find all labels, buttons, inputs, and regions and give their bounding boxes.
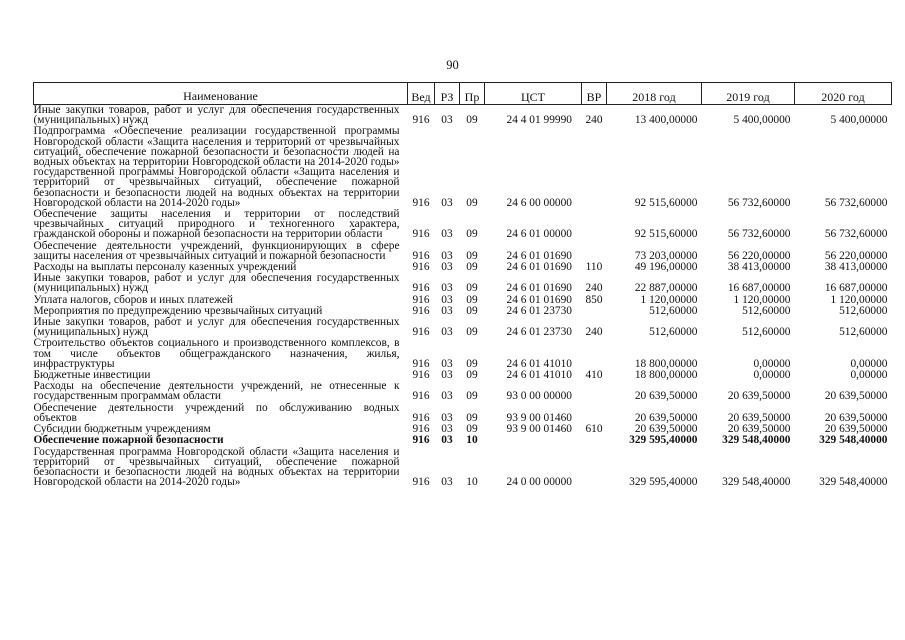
row-name: Обеспечение пожарной безопасности <box>33 434 224 447</box>
row-pr: 09 <box>466 228 478 241</box>
row-amount-2018: 13 400,00000 <box>634 114 698 127</box>
row-name: Иные закупки товаров, работ и услуг для обеспечения государственных (муниципальных) нужд <box>33 316 400 339</box>
row-vr <box>582 126 607 209</box>
col-header-pr: Пр <box>460 83 485 105</box>
row-vr: 240 <box>585 326 603 339</box>
row-amount-2019: 20 639,50000 <box>727 390 791 403</box>
row-rz: 03 <box>441 282 453 295</box>
row-vr: 610 <box>585 423 603 436</box>
row-pr: 09 <box>466 261 478 274</box>
row-ved: 916 <box>412 196 430 209</box>
row-name: Обеспечение деятельности учреждений, функционирующих в сфере защиты населения от чрезвычайных ситуаций и пожарной безопасности <box>33 239 400 262</box>
row-rz: 03 <box>441 293 453 306</box>
row-ved: 916 <box>412 261 430 274</box>
row-cst: 93 0 00 00000 <box>506 390 572 403</box>
row-pr: 09 <box>466 326 478 339</box>
row-amount-2019: 56 732,60000 <box>727 196 791 209</box>
row-cst: 24 6 01 00000 <box>506 228 572 241</box>
row-vr <box>582 338 607 370</box>
row-amount-2019: 56 732,60000 <box>727 228 791 241</box>
row-amount-2020: 38 413,00000 <box>824 261 888 274</box>
row-vr: 850 <box>585 293 603 306</box>
row-amount-2020: 5 400,00000 <box>830 114 888 127</box>
row-name: Субсидии бюджетным учреждениям <box>33 423 211 436</box>
row-pr: 10 <box>466 434 478 447</box>
row-amount-2018: 329 595,40000 <box>629 476 698 489</box>
table-row <box>34 338 892 370</box>
row-pr: 09 <box>466 114 478 127</box>
row-amount-2019: 38 413,00000 <box>727 261 791 274</box>
row-vr: 410 <box>585 369 603 382</box>
row-amount-2018: 49 196,00000 <box>634 261 698 274</box>
row-ved: 916 <box>412 228 430 241</box>
row-amount-2020: 329 548,40000 <box>819 434 888 447</box>
col-header-2020: 2020 год <box>795 83 892 105</box>
row-cst: 24 6 01 01690 <box>506 261 572 274</box>
row-amount-2019: 20 639,50000 <box>727 423 791 436</box>
row-amount-2018: 329 595,40000 <box>629 434 698 447</box>
row-amount-2020: 0,00000 <box>850 369 888 382</box>
row-amount-2019: 329 548,40000 <box>722 434 791 447</box>
row-ved: 916 <box>412 369 430 382</box>
row-amount-2019: 0,00000 <box>753 357 791 370</box>
row-vr: 240 <box>585 114 603 127</box>
row-pr: 09 <box>466 390 478 403</box>
table-row <box>34 209 892 241</box>
row-rz: 03 <box>441 228 453 241</box>
budget-table <box>33 82 892 488</box>
row-amount-2019: 56 220,00000 <box>727 249 791 262</box>
table-row <box>34 403 892 424</box>
row-amount-2018: 92 515,60000 <box>634 228 698 241</box>
row-amount-2020: 20 639,50000 <box>824 390 888 403</box>
table-row <box>34 105 892 127</box>
table-row <box>34 381 892 402</box>
row-pr: 09 <box>466 423 478 436</box>
row-rz: 03 <box>441 411 453 424</box>
table-row <box>34 241 892 262</box>
row-pr: 09 <box>466 304 478 317</box>
row-cst: 24 6 01 23730 <box>506 326 572 339</box>
row-rz: 03 <box>441 390 453 403</box>
row-ved: 916 <box>412 476 430 489</box>
row-rz: 03 <box>441 326 453 339</box>
row-amount-2019: 1 120,00000 <box>733 293 791 306</box>
table-row <box>34 273 892 294</box>
row-rz: 03 <box>441 423 453 436</box>
row-ved: 916 <box>412 434 430 447</box>
row-name: Иные закупки товаров, работ и услуг для обеспечения государственных (муниципальных) нужд <box>33 272 400 295</box>
row-pr: 10 <box>466 476 478 489</box>
row-amount-2019: 16 687,00000 <box>727 282 791 295</box>
row-amount-2020: 20 639,50000 <box>824 411 888 424</box>
row-amount-2020: 329 548,40000 <box>819 476 888 489</box>
row-cst: 24 6 01 41010 <box>506 357 572 370</box>
row-amount-2020: 0,00000 <box>850 357 888 370</box>
row-amount-2020: 1 120,00000 <box>830 293 888 306</box>
table-header-row <box>34 83 892 105</box>
row-cst: 24 6 01 01690 <box>506 293 572 306</box>
row-ved: 916 <box>412 114 430 127</box>
col-header-2018: 2018 год <box>607 83 702 105</box>
row-amount-2019: 512,60000 <box>742 326 791 339</box>
row-amount-2019: 20 639,50000 <box>727 411 791 424</box>
row-name: Подпрограмма «Обеспечение реализации государственной программы Новгородской области «Защита населения и территорий от чрезвычайных ситуаций, обеспечение пожарной безопасности и безопасности людей на водных объектах на территории Новгородской области на 2014-2020 годы» государственной программы Новгородской области «Защита населения и территорий от чрезвычайных ситуаций, обеспечение пожарной безопасности и безопасности людей на водных объектах на территории Новгородской области на 2014-2020 годы» <box>33 125 400 209</box>
row-amount-2018: 18 800,00000 <box>634 369 698 382</box>
row-rz: 03 <box>441 249 453 262</box>
col-header-vr: ВР <box>582 83 607 105</box>
row-amount-2020: 56 732,60000 <box>824 196 888 209</box>
row-pr: 09 <box>466 293 478 306</box>
row-cst: 24 6 01 01690 <box>506 282 572 295</box>
row-ved: 916 <box>412 293 430 306</box>
row-amount-2018: 20 639,50000 <box>634 411 698 424</box>
row-vr: 240 <box>585 282 603 295</box>
row-cst: 24 6 01 23730 <box>506 304 572 317</box>
row-amount-2019: 329 548,40000 <box>722 476 791 489</box>
row-rz: 03 <box>441 196 453 209</box>
table-row <box>34 435 892 446</box>
row-cst: 93 9 00 01460 <box>506 411 572 424</box>
row-ved: 916 <box>412 304 430 317</box>
row-amount-2020: 512,60000 <box>839 304 888 317</box>
row-cst: 24 0 00 00000 <box>506 476 572 489</box>
row-pr: 09 <box>466 249 478 262</box>
row-amount-2018: 1 120,00000 <box>640 293 698 306</box>
table-body <box>34 105 892 489</box>
row-vr <box>582 381 607 402</box>
row-pr: 09 <box>466 369 478 382</box>
row-rz: 03 <box>441 357 453 370</box>
row-pr: 09 <box>466 282 478 295</box>
row-vr <box>582 403 607 424</box>
col-header-rz: РЗ <box>435 83 460 105</box>
row-rz: 03 <box>441 369 453 382</box>
col-header-cst: ЦСТ <box>485 83 582 105</box>
row-amount-2020: 56 732,60000 <box>824 228 888 241</box>
row-rz: 03 <box>441 476 453 489</box>
row-amount-2018: 20 639,50000 <box>634 390 698 403</box>
row-name: Уплата налогов, сборов и иных платежей <box>33 293 233 306</box>
row-amount-2018: 22 887,00000 <box>634 282 698 295</box>
row-ved: 916 <box>412 282 430 295</box>
row-amount-2020: 16 687,00000 <box>824 282 888 295</box>
row-name: Государственная программа Новгородской области «Защита населения и территорий от чрезвычайных ситуаций, обеспечение пожарной безопасности и безопасности людей на водных объектах на территории Новгородской области на 2014-2020 годы» <box>33 445 400 489</box>
row-cst: 24 6 01 41010 <box>506 369 572 382</box>
row-amount-2018: 512,60000 <box>649 304 698 317</box>
row-amount-2020: 512,60000 <box>839 326 888 339</box>
col-header-name: Наименование <box>34 83 408 105</box>
table-row <box>34 447 892 489</box>
row-vr: 110 <box>585 261 603 274</box>
row-amount-2018: 73 203,00000 <box>634 249 698 262</box>
row-amount-2018: 512,60000 <box>649 326 698 339</box>
row-name: Строительство объектов социального и производственного комплексов, в том числе объектов общегражданского назначения, жилья, инфраструктуры <box>33 337 400 370</box>
row-rz: 03 <box>441 114 453 127</box>
row-name: Обеспечение защиты населения и территории от последствий чрезвычайных ситуаций природного и техногенного характера, гражданской обороны и пожарной безопасности на территории области <box>33 208 400 241</box>
row-amount-2020: 56 220,00000 <box>824 249 888 262</box>
row-cst: 93 9 00 01460 <box>506 423 572 436</box>
row-name: Расходы на выплаты персоналу казенных учреждений <box>33 261 297 274</box>
col-header-2019: 2019 год <box>702 83 795 105</box>
row-cst: 24 6 01 01690 <box>506 249 572 262</box>
row-vr <box>582 241 607 262</box>
row-name: Обеспечение деятельности учреждений по обслуживанию водных объектов <box>33 401 400 424</box>
row-amount-2019: 0,00000 <box>753 369 791 382</box>
row-vr <box>582 447 607 489</box>
row-pr: 09 <box>466 357 478 370</box>
row-ved: 916 <box>412 357 430 370</box>
row-amount-2018: 18 800,00000 <box>634 357 698 370</box>
row-vr <box>582 306 607 317</box>
row-vr <box>582 435 607 446</box>
row-amount-2020: 20 639,50000 <box>824 423 888 436</box>
table-row <box>34 317 892 338</box>
row-ved: 916 <box>412 411 430 424</box>
row-amount-2018: 92 515,60000 <box>634 196 698 209</box>
row-ved: 916 <box>412 249 430 262</box>
row-name: Мероприятия по предупреждению чрезвычайных ситуаций <box>33 304 323 317</box>
row-rz: 03 <box>441 261 453 274</box>
row-pr: 09 <box>466 411 478 424</box>
row-cst: 24 4 01 99990 <box>506 114 572 127</box>
row-rz: 03 <box>441 434 453 447</box>
row-ved: 916 <box>412 423 430 436</box>
row-vr <box>582 209 607 241</box>
row-amount-2019: 5 400,00000 <box>733 114 791 127</box>
row-ved: 916 <box>412 326 430 339</box>
row-cst <box>485 435 582 446</box>
row-cst: 24 6 00 00000 <box>506 196 572 209</box>
row-amount-2018: 20 639,50000 <box>634 423 698 436</box>
row-rz: 03 <box>441 304 453 317</box>
table-row <box>34 126 892 209</box>
row-name: Бюджетные инвестиции <box>33 369 151 382</box>
row-ved: 916 <box>412 390 430 403</box>
row-pr: 09 <box>466 196 478 209</box>
row-amount-2019: 512,60000 <box>742 304 791 317</box>
row-name: Иные закупки товаров, работ и услуг для обеспечения государственных (муниципальных) нужд <box>33 104 400 127</box>
col-header-ved: Вед <box>408 83 435 105</box>
page-number: 90 <box>446 58 459 72</box>
row-name: Расходы на обеспечение деятельности учреждений, не отнесенные к государственным программам области <box>33 380 400 403</box>
